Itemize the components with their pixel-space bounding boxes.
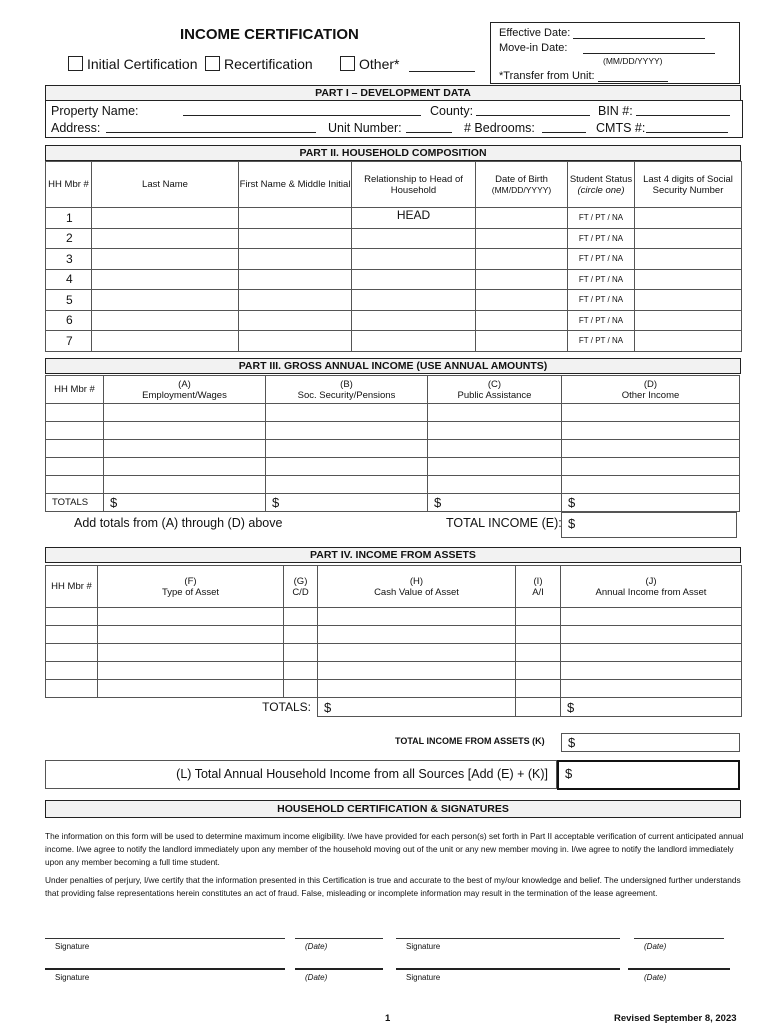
asset-totals-row <box>46 698 742 717</box>
inc-col-c: (C) Public Assistance <box>428 376 562 404</box>
income-c-field[interactable] <box>428 458 562 476</box>
total-assets-k-label: TOTAL INCOME FROM ASSETS (K) <box>395 736 545 746</box>
income-hh-field[interactable] <box>46 476 104 494</box>
first-name-field[interactable] <box>239 310 352 331</box>
household-row <box>46 269 742 290</box>
asset-col-j: (J) Annual Income from Asset <box>561 566 742 608</box>
property-name-label: Property Name: <box>51 104 139 118</box>
student-status-field[interactable]: FT / PT / NA <box>568 331 635 352</box>
total-b-field[interactable]: $ <box>266 494 428 512</box>
income-a-field[interactable] <box>104 476 266 494</box>
address-field[interactable] <box>106 120 316 133</box>
relationship-field[interactable] <box>352 269 476 290</box>
asset-g-field[interactable] <box>284 608 318 626</box>
other-checkbox[interactable] <box>340 56 355 71</box>
move-in-date-label: Move-in Date: <box>499 42 568 54</box>
last-name-field[interactable] <box>92 228 239 249</box>
date-format-hint: (MM/DD/YYYY) <box>603 56 663 66</box>
total-income-e-label: TOTAL INCOME (E): <box>446 516 562 530</box>
hh-number: 3 <box>46 249 92 270</box>
recertification-option[interactable] <box>205 56 313 72</box>
bin-label: BIN #: <box>598 104 633 118</box>
hh-number: 4 <box>46 269 92 290</box>
asset-h-field[interactable] <box>318 608 516 626</box>
income-b-field[interactable] <box>266 404 428 422</box>
asset-i-field[interactable] <box>516 662 561 680</box>
income-table <box>45 375 740 512</box>
student-status-field[interactable]: FT / PT / NA <box>568 208 635 229</box>
effective-date-label: Effective Date: <box>499 27 571 39</box>
page-number: 1 <box>385 1013 391 1024</box>
asset-f-field[interactable] <box>98 644 284 662</box>
income-a-field[interactable] <box>104 404 266 422</box>
col-hh: HH Mbr # <box>46 162 92 208</box>
income-row <box>46 404 740 422</box>
first-name-field[interactable] <box>239 228 352 249</box>
relationship-field[interactable] <box>352 331 476 352</box>
date-line-2[interactable]: (Date) <box>634 938 724 951</box>
income-d-field[interactable] <box>562 422 740 440</box>
asset-col-f: (F) Type of Asset <box>98 566 284 608</box>
dob-field[interactable] <box>476 310 568 331</box>
household-row <box>46 331 742 352</box>
other-option[interactable] <box>340 56 475 72</box>
asset-hh-field[interactable] <box>46 626 98 644</box>
income-c-field[interactable] <box>428 422 562 440</box>
asset-h-field[interactable] <box>318 680 516 698</box>
cmts-field[interactable] <box>646 120 728 133</box>
last-name-field[interactable] <box>92 249 239 270</box>
household-row <box>46 290 742 311</box>
recertification-checkbox[interactable] <box>205 56 220 71</box>
hh-number: 1 <box>46 208 92 229</box>
income-c-field[interactable] <box>428 476 562 494</box>
ssn-field[interactable] <box>635 310 742 331</box>
bedrooms-label: # Bedrooms: <box>464 121 535 135</box>
asset-j-field[interactable] <box>561 644 742 662</box>
student-status-field[interactable]: FT / PT / NA <box>568 249 635 270</box>
asset-h-field[interactable] <box>318 644 516 662</box>
ssn-field[interactable] <box>635 331 742 352</box>
col-last-name: Last Name <box>92 162 239 208</box>
col-dob: Date of Birth (MM/DD/YYYY) <box>476 162 568 208</box>
income-row <box>46 458 740 476</box>
col-first-name: First Name & Middle Initial <box>239 162 352 208</box>
dob-field[interactable] <box>476 208 568 229</box>
ssn-field[interactable] <box>635 249 742 270</box>
first-name-field[interactable] <box>239 269 352 290</box>
initial-certification-label: Initial Certification <box>87 56 198 72</box>
effective-date-field[interactable] <box>573 26 705 39</box>
signature-line-2[interactable]: Signature <box>396 938 620 951</box>
asset-hh-field[interactable] <box>46 644 98 662</box>
total-household-l-label: (L) Total Annual Household Income from all Sources [Add (E) + (K)] <box>45 760 557 789</box>
first-name-field[interactable] <box>239 331 352 352</box>
income-hh-field[interactable] <box>46 404 104 422</box>
address-label: Address: <box>51 121 101 135</box>
recertification-label: Recertification <box>224 56 313 72</box>
asset-col-h: (H) Cash Value of Asset <box>318 566 516 608</box>
certification-para1: The information on this form will be used to determine maximum income eligibility. I/we have provided for each person(s) set forth in Part II acceptable verification of current anticipated annual income. I/we agree to notify the landlord immediately upon any member of the household moving out of the unit or any new member moving in. I/we agree to notify the landlord immediately upon any member becoming a full time student. <box>45 831 744 867</box>
part4-title: PART IV. INCOME FROM ASSETS <box>45 547 741 563</box>
ssn-field[interactable] <box>635 290 742 311</box>
asset-i-field[interactable] <box>516 608 561 626</box>
asset-f-field[interactable] <box>98 680 284 698</box>
total-h-field[interactable]: $ <box>318 698 516 717</box>
last-name-field[interactable] <box>92 208 239 229</box>
total-c-field[interactable]: $ <box>428 494 562 512</box>
hh-number: 5 <box>46 290 92 311</box>
asset-j-field[interactable] <box>561 626 742 644</box>
household-row <box>46 249 742 270</box>
asset-g-field[interactable] <box>284 626 318 644</box>
other-field[interactable] <box>409 59 475 72</box>
asset-j-field[interactable] <box>561 608 742 626</box>
household-table <box>45 161 742 352</box>
hh-number: 7 <box>46 331 92 352</box>
income-hh-field[interactable] <box>46 458 104 476</box>
asset-hh-field[interactable] <box>46 662 98 680</box>
total-income-e-field[interactable]: $ <box>561 512 737 538</box>
total-household-l-field[interactable]: $ <box>557 760 740 790</box>
asset-g-field[interactable] <box>284 662 318 680</box>
dob-field[interactable] <box>476 249 568 270</box>
income-a-field[interactable] <box>104 422 266 440</box>
last-name-field[interactable] <box>92 290 239 311</box>
income-d-field[interactable] <box>562 458 740 476</box>
dob-field[interactable] <box>476 331 568 352</box>
asset-j-field[interactable] <box>561 680 742 698</box>
add-totals-note: Add totals from (A) through (D) above <box>74 516 283 530</box>
student-status-field[interactable]: FT / PT / NA <box>568 310 635 331</box>
asset-i-field[interactable] <box>516 626 561 644</box>
asset-hh-field[interactable] <box>46 680 98 698</box>
part1-title: PART I – DEVELOPMENT DATA <box>45 85 741 101</box>
income-row <box>46 422 740 440</box>
asset-h-field[interactable] <box>318 626 516 644</box>
last-name-field[interactable] <box>92 331 239 352</box>
income-d-field[interactable] <box>562 476 740 494</box>
income-b-field[interactable] <box>266 458 428 476</box>
asset-h-field[interactable] <box>318 662 516 680</box>
asset-f-field[interactable] <box>98 608 284 626</box>
relationship-field[interactable] <box>352 228 476 249</box>
income-hh-field[interactable] <box>46 440 104 458</box>
asset-j-field[interactable] <box>561 662 742 680</box>
inc-col-b: (B) Soc. Security/Pensions <box>266 376 428 404</box>
student-status-field[interactable]: FT / PT / NA <box>568 228 635 249</box>
bedrooms-field[interactable] <box>542 120 586 133</box>
dob-field[interactable] <box>476 228 568 249</box>
part1-box <box>45 100 743 138</box>
income-a-field[interactable] <box>104 440 266 458</box>
inc-col-a: (A) Employment/Wages <box>104 376 266 404</box>
cmts-label: CMTS #: <box>596 121 646 135</box>
relationship-field[interactable] <box>352 290 476 311</box>
relationship-field[interactable]: HEAD <box>352 208 476 229</box>
hh-number: 2 <box>46 228 92 249</box>
asset-i-field[interactable] <box>516 680 561 698</box>
income-a-field[interactable] <box>104 458 266 476</box>
relationship-field[interactable] <box>352 310 476 331</box>
first-name-field[interactable] <box>239 249 352 270</box>
asset-row <box>46 662 742 680</box>
asset-col-hh: HH Mbr # <box>46 566 98 608</box>
relationship-field[interactable] <box>352 249 476 270</box>
dob-field[interactable] <box>476 269 568 290</box>
income-c-field[interactable] <box>428 440 562 458</box>
asset-row <box>46 626 742 644</box>
dob-field[interactable] <box>476 290 568 311</box>
total-assets-k-field[interactable]: $ <box>561 733 740 752</box>
income-hh-field[interactable] <box>46 422 104 440</box>
last-name-field[interactable] <box>92 269 239 290</box>
asset-row <box>46 644 742 662</box>
asset-row <box>46 608 742 626</box>
income-b-field[interactable] <box>266 476 428 494</box>
asset-g-field[interactable] <box>284 680 318 698</box>
household-row <box>46 228 742 249</box>
household-row <box>46 310 742 331</box>
ssn-field[interactable] <box>635 228 742 249</box>
form-title: INCOME CERTIFICATION <box>180 26 359 43</box>
asset-g-field[interactable] <box>284 644 318 662</box>
certification-para2: Under penalties of perjury, I/we certify that the information presented in this Certification is true and accurate to the best of my/our knowledge and belief. The undersigned further understands that providing false representations herein constitutes an act of fraud. False, misleading or incomplete information may result in the termination of the lease agreement. <box>45 875 741 898</box>
first-name-field[interactable] <box>239 208 352 229</box>
total-j-field[interactable]: $ <box>561 698 742 717</box>
part2-title: PART II. HOUSEHOLD COMPOSITION <box>45 145 741 161</box>
transfer-label: *Transfer from Unit: <box>499 70 595 82</box>
part3-title: PART III. GROSS ANNUAL INCOME (USE ANNUAL AMOUNTS) <box>45 358 741 374</box>
asset-i-field[interactable] <box>516 644 561 662</box>
student-status-field[interactable]: FT / PT / NA <box>568 269 635 290</box>
date-line-3[interactable]: (Date) <box>295 968 383 982</box>
ssn-field[interactable] <box>635 269 742 290</box>
col-student: Student Status (circle one) <box>568 162 635 208</box>
income-row <box>46 440 740 458</box>
household-row <box>46 208 742 229</box>
last-name-field[interactable] <box>92 310 239 331</box>
income-totals-row <box>46 494 740 512</box>
initial-certification-checkbox[interactable] <box>68 56 83 71</box>
signature-line-3[interactable]: Signature <box>45 968 285 982</box>
signature-line-4[interactable]: Signature <box>396 968 620 982</box>
inc-col-hh: HH Mbr # <box>46 376 104 404</box>
certification-title: HOUSEHOLD CERTIFICATION & SIGNATURES <box>45 800 741 818</box>
asset-row <box>46 680 742 698</box>
date-line-1[interactable]: (Date) <box>295 938 383 951</box>
income-row <box>46 476 740 494</box>
total-d-field[interactable]: $ <box>562 494 740 512</box>
income-b-field[interactable] <box>266 440 428 458</box>
income-d-field[interactable] <box>562 404 740 422</box>
dates-box <box>490 22 740 84</box>
other-label: Other* <box>359 56 400 72</box>
income-b-field[interactable] <box>266 422 428 440</box>
unit-number-field[interactable] <box>406 120 452 133</box>
property-name-field[interactable] <box>183 103 421 116</box>
col-relationship: Relationship to Head of Household <box>352 162 476 208</box>
asset-f-field[interactable] <box>98 626 284 644</box>
date-line-4[interactable]: (Date) <box>628 968 730 982</box>
signature-line-1[interactable]: Signature <box>45 938 285 951</box>
revision-date: Revised September 8, 2023 <box>614 1013 737 1024</box>
col-ssn: Last 4 digits of Social Security Number <box>635 162 742 208</box>
assets-table <box>45 565 742 717</box>
income-d-field[interactable] <box>562 440 740 458</box>
asset-col-i: (I) A/I <box>516 566 561 608</box>
first-name-field[interactable] <box>239 290 352 311</box>
total-a-field[interactable]: $ <box>104 494 266 512</box>
initial-certification-option[interactable] <box>68 56 198 72</box>
ssn-field[interactable] <box>635 208 742 229</box>
move-in-date-field[interactable] <box>583 41 715 54</box>
county-field[interactable] <box>476 103 590 116</box>
inc-col-d: (D) Other Income <box>562 376 740 404</box>
asset-f-field[interactable] <box>98 662 284 680</box>
income-totals-label: TOTALS <box>46 494 104 512</box>
student-status-field[interactable]: FT / PT / NA <box>568 290 635 311</box>
income-c-field[interactable] <box>428 404 562 422</box>
unit-number-label: Unit Number: <box>328 121 402 135</box>
asset-hh-field[interactable] <box>46 608 98 626</box>
asset-totals-label: TOTALS: <box>262 700 311 715</box>
transfer-field[interactable] <box>598 69 668 82</box>
hh-number: 6 <box>46 310 92 331</box>
bin-field[interactable] <box>636 103 730 116</box>
asset-col-g: (G) C/D <box>284 566 318 608</box>
county-label: County: <box>430 104 474 118</box>
